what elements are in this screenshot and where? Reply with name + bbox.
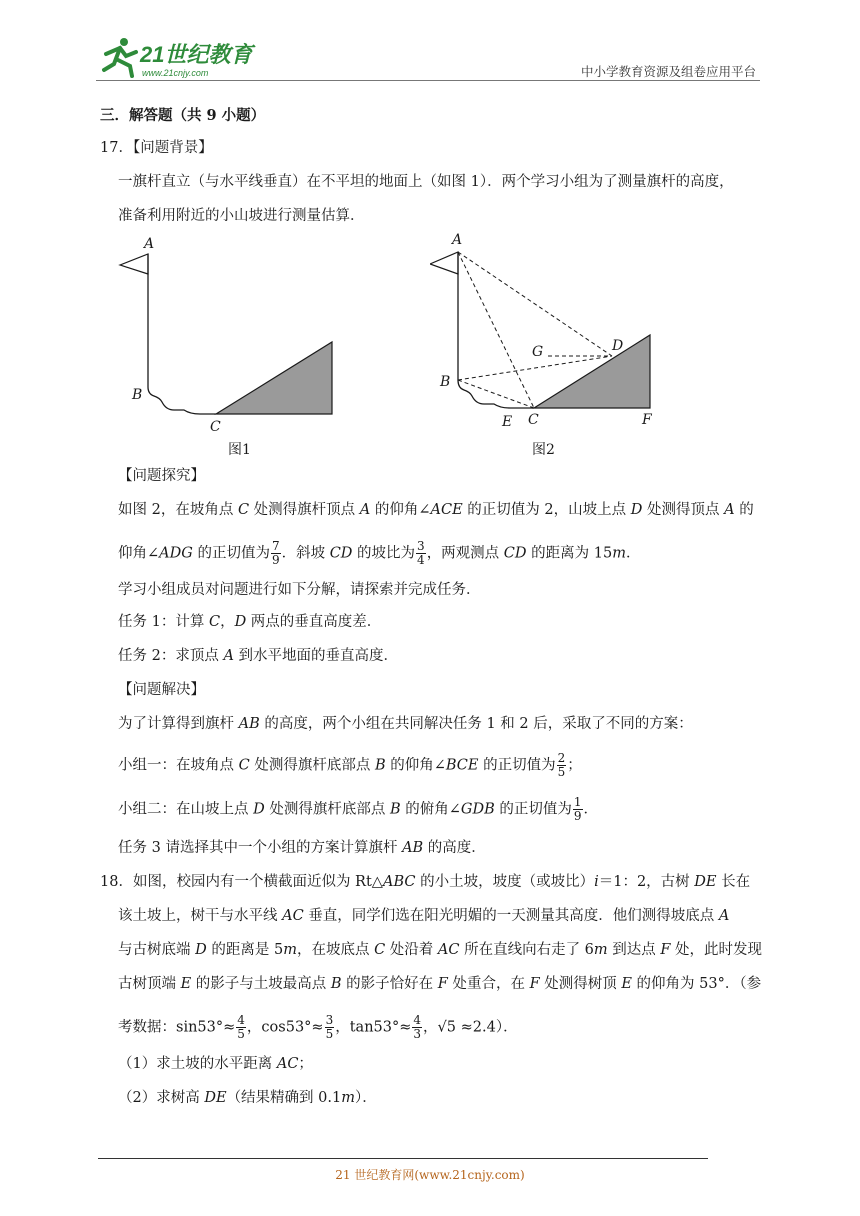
text-span: 的距离为 15 xyxy=(526,545,613,562)
fig1-label-B: B xyxy=(132,387,143,403)
fig2-label-D: D xyxy=(612,338,624,354)
fraction-1-9 xyxy=(573,796,583,823)
text-span: 任务 1：计算 xyxy=(118,614,209,630)
fraction-numerator: 3 xyxy=(417,539,425,553)
text-span: ． xyxy=(625,545,641,562)
text-span: 仰角∠ xyxy=(118,545,160,562)
text-span: 的高度，两个小组在共同解决任务 1 和 2 后，采取了不同的方案： xyxy=(259,716,693,732)
text-span: 的俯角∠ xyxy=(400,801,461,818)
logo-text: 21世纪教育 xyxy=(140,42,253,67)
point-D: D xyxy=(195,942,207,958)
fig2-label-E: E xyxy=(502,414,513,430)
fig2-label-A: A xyxy=(452,232,463,248)
point-A: A xyxy=(718,908,730,924)
text-span: （结果精确到 0.1 xyxy=(226,1090,342,1106)
slope-triangle xyxy=(216,342,332,414)
fraction-numerator: 7 xyxy=(271,539,280,553)
segment-CD: CD xyxy=(329,545,353,562)
fraction-denominator: 9 xyxy=(573,809,582,823)
text-span: 的小土坡，坡度（或坡比） xyxy=(415,874,595,890)
q17-task3 xyxy=(118,838,486,858)
fraction-4-5 xyxy=(236,1014,246,1041)
uneven-ground-line xyxy=(148,387,216,414)
section-title: 三．解答题（共 9 小题） xyxy=(100,107,266,124)
fig1-label-C: C xyxy=(210,419,221,435)
fraction-numerator: 4 xyxy=(413,1013,422,1027)
figure-1 xyxy=(110,232,350,466)
fraction-2-5 xyxy=(557,752,567,779)
fraction-denominator: 4 xyxy=(417,553,425,567)
fig2-label-G: G xyxy=(532,344,544,360)
point-E: E xyxy=(180,976,192,992)
text-span: 处测得树顶 xyxy=(539,976,622,992)
q17-solve-line1 xyxy=(118,714,693,734)
runner-logo-icon xyxy=(104,38,136,76)
q17-group1 xyxy=(118,752,582,779)
text-span: ，cos53°≈ xyxy=(246,1019,324,1036)
fig2-label-B: B xyxy=(440,374,451,390)
angle-BCE: BCE xyxy=(445,757,479,774)
fig2-label-F: F xyxy=(642,412,652,428)
fig1-caption: 图1 xyxy=(228,442,251,458)
text-span: （1）求土坡的水平距离 xyxy=(118,1056,277,1072)
segment-AB: AB xyxy=(238,716,260,732)
text-span: 处测得顶点 xyxy=(642,502,725,518)
logo-url: www.21cnjy.com xyxy=(142,68,209,78)
text-span: 的正切值为 2，山坡上点 xyxy=(462,502,631,518)
unit-m: m xyxy=(612,545,626,562)
point-E: E xyxy=(621,976,632,992)
point-A: A xyxy=(223,648,234,664)
text-span: ． xyxy=(583,801,599,818)
text-span: 如图 2，在坡角点 xyxy=(118,502,238,518)
fraction-denominator: 5 xyxy=(557,765,566,779)
text-span: ， xyxy=(220,614,235,630)
q17-explore-line1 xyxy=(118,500,754,520)
dashed-line-AC xyxy=(458,252,534,408)
text-span: ，在坡底点 xyxy=(296,942,375,958)
point-D: D xyxy=(234,614,247,630)
triangle-ABC: ABC xyxy=(382,874,416,890)
text-span: ，√5 ≈2.4）． xyxy=(423,1019,518,1036)
unit-m: m xyxy=(283,942,297,958)
q17-heading xyxy=(100,138,213,158)
text-span: 的正切值为 xyxy=(192,545,270,562)
q17-bg-line2: 准备利用附近的小山坡进行测量估算． xyxy=(118,208,365,224)
text-span: 古树顶端 xyxy=(118,976,181,992)
flag-shape xyxy=(120,254,148,274)
text-span: ； xyxy=(567,757,582,774)
fraction-4-3 xyxy=(412,1014,422,1041)
text-span: ； xyxy=(298,1056,313,1072)
point-D: D xyxy=(253,801,265,818)
text-span: 任务 2：求顶点 xyxy=(118,648,224,664)
fraction-3-4 xyxy=(416,540,426,567)
point-D: D xyxy=(630,502,643,518)
point-C: C xyxy=(237,502,250,518)
point-C: C xyxy=(238,757,250,774)
text-span: 到达点 xyxy=(607,942,661,958)
header-divider xyxy=(96,80,760,81)
text-span: 为了计算得到旗杆 xyxy=(118,716,239,732)
point-F: F xyxy=(660,942,671,958)
q17-explore-heading: 【问题探究】 xyxy=(118,468,205,484)
text-span: 处测得旗杆顶点 xyxy=(249,502,360,518)
text-span: 的仰角∠ xyxy=(385,757,446,774)
q18-sub2 xyxy=(118,1088,377,1108)
text-span: 的仰角∠ xyxy=(370,502,431,518)
text-span: 的正切值为 xyxy=(478,757,556,774)
text-span: 两点的垂直高度差． xyxy=(246,614,382,630)
fraction-denominator: 5 xyxy=(237,1027,245,1041)
text-span: 的高度． xyxy=(423,840,486,856)
unit-m: m xyxy=(341,1090,355,1106)
fraction-numerator: 1 xyxy=(573,795,582,809)
segment-DE: DE xyxy=(204,1090,227,1106)
text-span: 处沿着 xyxy=(385,942,438,958)
text-span: 处重合，在 xyxy=(447,976,530,992)
fraction-numerator: 4 xyxy=(237,1013,245,1027)
point-C: C xyxy=(374,942,386,958)
q18-line3 xyxy=(118,940,762,960)
point-B: B xyxy=(330,976,342,992)
point-A: A xyxy=(359,502,371,518)
point-C: C xyxy=(208,614,221,630)
q17-bg-heading: 【问题背景】 xyxy=(132,140,213,156)
text-span: ，tan53°≈ xyxy=(335,1019,412,1036)
point-B: B xyxy=(374,757,386,774)
fig2-label-C: C xyxy=(528,412,539,428)
text-span: 小组一：在坡角点 xyxy=(118,757,239,774)
fraction-numerator: 2 xyxy=(557,751,566,765)
text-span: 处，此时发现 xyxy=(670,942,763,958)
text-span: ．斜坡 xyxy=(281,545,330,562)
text-span: ，两观测点 xyxy=(426,545,504,562)
q17-group2 xyxy=(118,796,598,823)
text-span: 的 xyxy=(734,502,754,518)
text-span: ）． xyxy=(354,1090,377,1106)
q18-line4 xyxy=(118,974,761,994)
fraction-7-9 xyxy=(271,540,281,567)
segment-AC: AC xyxy=(282,908,304,924)
dashed-line-AD xyxy=(458,252,612,356)
text-span: 长在 xyxy=(716,874,751,890)
q17-task2 xyxy=(118,646,398,666)
text-span: 的正切值为 xyxy=(494,801,572,818)
fraction-3-5 xyxy=(325,1014,335,1041)
segment-AC: AC xyxy=(437,942,460,958)
text-span: 的距离是 5 xyxy=(206,942,284,958)
flag-shape xyxy=(430,252,458,274)
text-span: 到水平地面的垂直高度． xyxy=(233,648,399,664)
point-F: F xyxy=(529,976,540,992)
q17-number: 17． xyxy=(100,140,133,156)
header-platform-text: 中小学教育资源及组卷应用平台 xyxy=(580,64,756,79)
text-span: （2）求树高 xyxy=(118,1090,205,1106)
q17-task1 xyxy=(118,612,381,632)
text-span: 任务 3 请选择其中一个小组的方案计算旗杆 xyxy=(118,840,403,856)
angle-GDB: GDB xyxy=(460,801,495,818)
q18-line5 xyxy=(118,1014,518,1041)
fig2-caption: 图2 xyxy=(532,442,555,458)
segment-AC: AC xyxy=(276,1056,299,1072)
fraction-denominator: 5 xyxy=(325,1027,334,1041)
text-span: 的影子恰好在 xyxy=(341,976,438,992)
text-span: 处测得旗杆底部点 xyxy=(264,801,390,818)
text-span: 处测得旗杆底部点 xyxy=(249,757,375,774)
text-span: 垂直，同学们选在阳光明媚的一天测量其高度．他们测得坡底点 xyxy=(303,908,719,924)
text-span: 与古树底端 xyxy=(118,942,196,958)
site-logo xyxy=(96,34,266,80)
unit-m: m xyxy=(593,942,608,958)
point-A: A xyxy=(724,502,735,518)
point-F: F xyxy=(437,976,448,992)
text-span: 考数据：sin53°≈ xyxy=(118,1019,236,1036)
text-span: 的影子与土坡最高点 xyxy=(191,976,331,992)
point-B: B xyxy=(389,801,401,818)
footer-link[interactable]: 21 世纪教育网(www.21cnjy.com) xyxy=(335,1168,525,1182)
fraction-denominator: 9 xyxy=(271,553,280,567)
text-span: 小组二：在山坡上点 xyxy=(118,801,254,818)
q17-solve-heading: 【问题解决】 xyxy=(118,682,205,698)
text-span: 所在直线向右走了 6 xyxy=(459,942,594,958)
segment-CD: CD xyxy=(503,545,527,562)
fig1-label-A: A xyxy=(144,236,155,252)
text-span: 的仰角为 53°．（参 xyxy=(631,976,762,992)
angle-ACE: ACE xyxy=(430,502,463,518)
footer-divider xyxy=(98,1158,708,1159)
text-span: 该土坡上，树干与水平线 xyxy=(118,908,283,924)
q18-line2 xyxy=(118,906,729,926)
q17-explore-line2 xyxy=(118,540,640,567)
text-span: 18．如图，校园内有一个横截面近似为 Rt△ xyxy=(100,874,383,890)
fraction-numerator: 3 xyxy=(325,1013,334,1027)
q18-line1 xyxy=(100,872,750,892)
q17-bg-line1: 一旗杆直立（与水平线垂直）在不平坦的地面上（如图 1）．两个学习小组为了测量旗杆的高度， xyxy=(118,174,734,190)
slope-i: i xyxy=(594,874,599,890)
angle-ADG: ADG xyxy=(159,545,193,562)
slope-triangle xyxy=(534,335,650,408)
q18-sub1 xyxy=(118,1054,313,1074)
segment-AB: AB xyxy=(402,840,424,856)
figure-2 xyxy=(430,228,670,466)
q17-explore-line3: 学习小组成员对问题进行如下分解，请探索并完成任务． xyxy=(118,582,481,598)
fraction-denominator: 3 xyxy=(413,1027,422,1041)
segment-DE: DE xyxy=(694,874,717,890)
text-span: 的坡比为 xyxy=(352,545,416,562)
text-span: ＝1：2，古树 xyxy=(598,874,695,890)
